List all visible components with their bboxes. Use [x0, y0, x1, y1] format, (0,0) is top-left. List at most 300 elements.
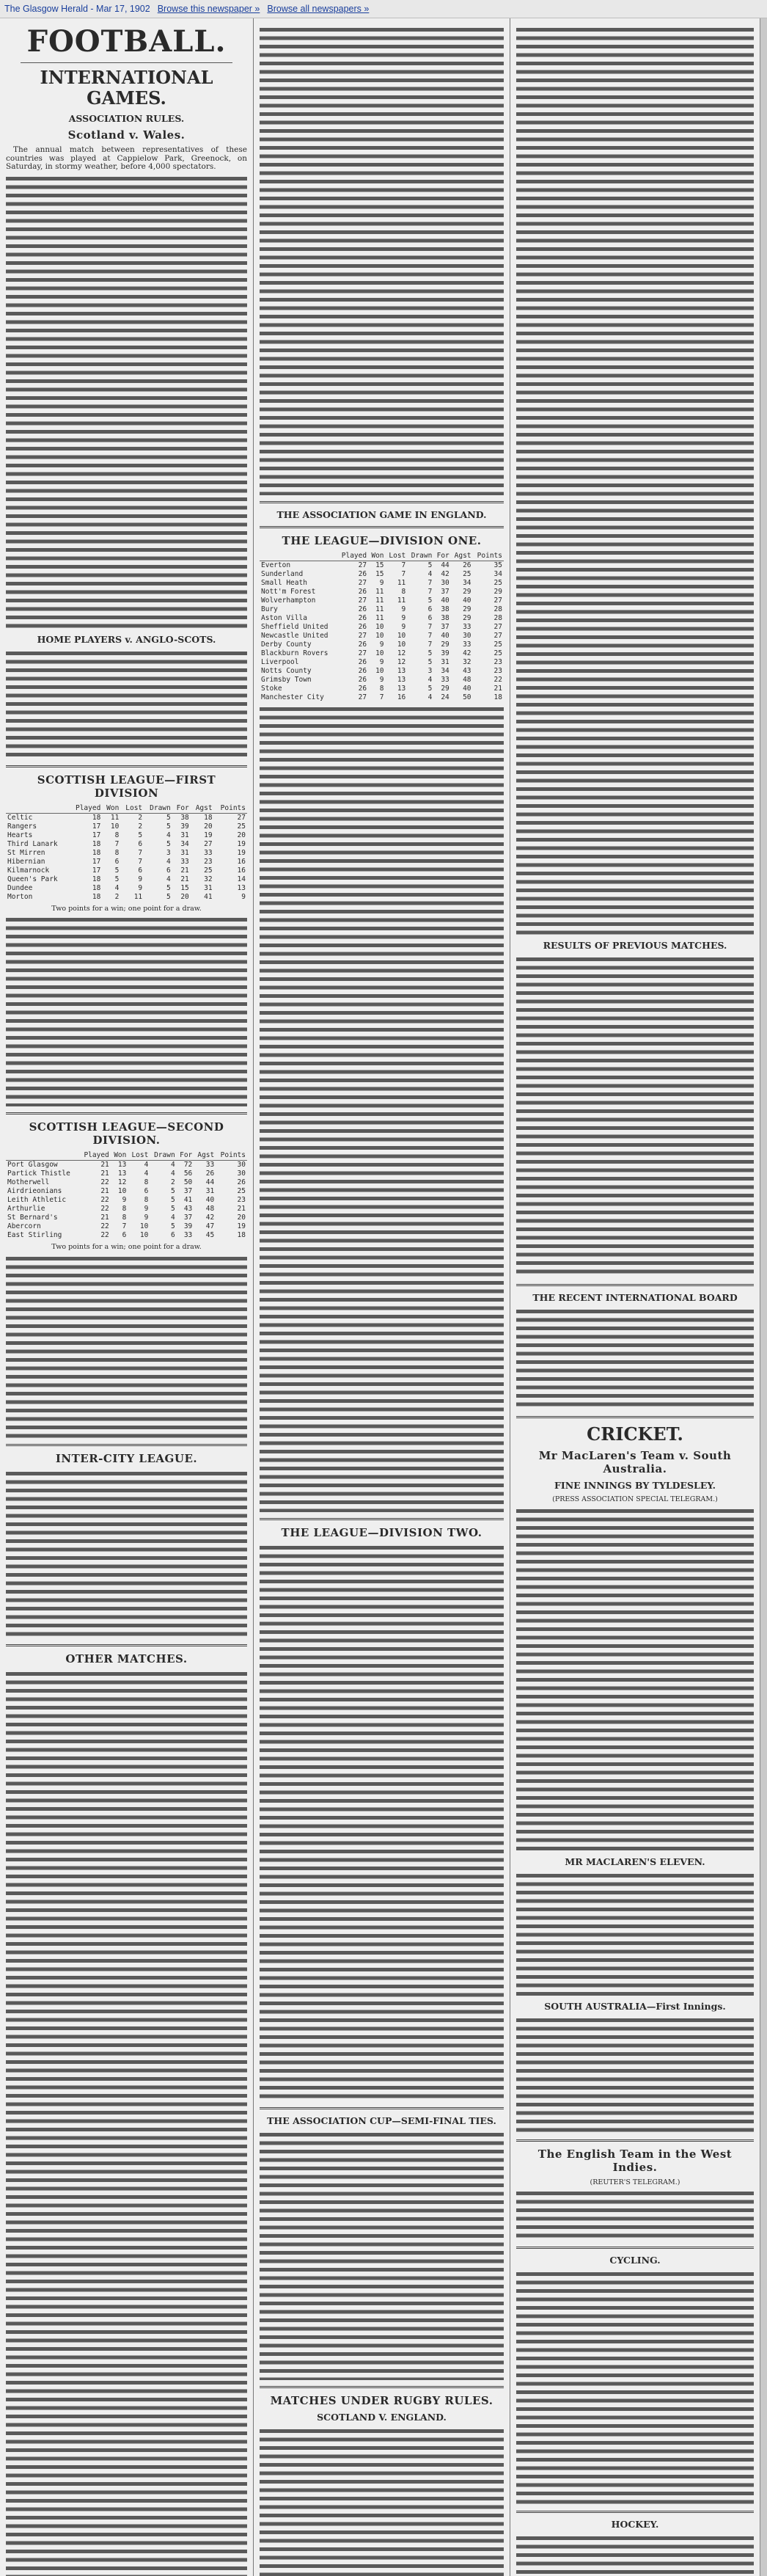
article-text — [516, 1307, 754, 1410]
table-cell: Grimsby Town — [261, 676, 312, 684]
table-row — [260, 579, 504, 588]
table-cell: Airdrieonians — [7, 1187, 62, 1195]
table-cell: Abercorn — [7, 1222, 41, 1230]
table-cell: 37 — [441, 623, 449, 631]
table-cell: 16 — [237, 857, 246, 866]
table-cell: Queen's Park — [7, 875, 58, 883]
table-row — [260, 570, 504, 579]
table-cell: 33 — [205, 1161, 215, 1169]
table-cell: 30 — [441, 579, 449, 587]
table-cell: 2 — [114, 892, 120, 901]
table-cell: 8 — [401, 588, 406, 596]
table-header-cell: Played — [79, 1151, 111, 1161]
table-header-cell: Drawn — [407, 552, 433, 561]
article-text — [6, 1255, 247, 1438]
table-header-cell — [6, 804, 69, 814]
table-cell: 39 — [441, 649, 449, 657]
table-cell: 25 — [463, 570, 471, 578]
article-text — [260, 1544, 504, 2101]
table-cell: 2 — [138, 813, 143, 822]
table-cell: 11 — [397, 579, 406, 587]
table-header-cell: For — [172, 804, 191, 814]
table-cell: 40 — [463, 685, 471, 693]
table-header-cell: Points — [214, 804, 247, 814]
table-cell: 26 — [358, 605, 367, 613]
table-cell: 13 — [397, 676, 406, 684]
table-cell: 6 — [166, 866, 171, 875]
table-cell: 7 — [427, 588, 433, 596]
table-cell: 34 — [180, 839, 189, 848]
table-cell: 31 — [204, 883, 213, 892]
table-row — [260, 641, 504, 649]
table-cell: 37 — [183, 1214, 193, 1222]
table-row — [6, 831, 247, 840]
table-cell: 33 — [441, 676, 449, 684]
table-cell: Stoke — [261, 685, 282, 693]
table-cell: 19 — [237, 839, 246, 848]
table-cell: Manchester City — [261, 693, 324, 701]
table-row — [6, 1214, 247, 1222]
table-header-cell: Lost — [386, 552, 408, 561]
table-cell: 5 — [166, 892, 171, 901]
table-cell: 26 — [358, 658, 367, 666]
headline: INTERNATIONAL GAMES. — [40, 67, 213, 109]
table-row — [6, 1187, 247, 1196]
table-cell: 10 — [375, 649, 384, 657]
table-cell: 11 — [375, 614, 384, 622]
table-cell: 13 — [397, 667, 406, 675]
table-cell: 3 — [166, 848, 171, 857]
table-cell: 6 — [114, 857, 120, 866]
scorecard-heading: MR MACLAREN'S ELEVEN. — [565, 1856, 705, 1867]
table-row — [6, 884, 247, 893]
table-cell: 5 — [114, 866, 120, 875]
table-cell: 10 — [375, 623, 384, 631]
table-header-cell: For — [177, 1151, 194, 1161]
page-edge — [760, 18, 767, 2576]
table-cell: Hearts — [7, 831, 33, 839]
table-row — [6, 822, 247, 831]
table-cell: Leith Athletic — [7, 1196, 67, 1204]
table-row — [6, 1170, 247, 1178]
table-header-cell: Agst — [191, 804, 214, 814]
table-row — [6, 849, 247, 858]
table-cell: 50 — [463, 693, 471, 701]
table-cell: 8 — [114, 848, 120, 857]
table-cell: 10 — [375, 632, 384, 640]
table-cell: 27 — [358, 561, 367, 569]
table-cell: 41 — [183, 1196, 193, 1204]
table-cell: 11 — [133, 892, 143, 901]
table-cell: 4 — [427, 570, 433, 578]
table-row — [6, 840, 247, 849]
table-cell: 29 — [463, 588, 471, 596]
table-cell: 7 — [114, 839, 120, 848]
press-credit: (PRESS ASSOCIATION SPECIAL TELEGRAM.) — [552, 1495, 718, 1503]
table-row — [6, 1231, 247, 1240]
table-cell: 31 — [441, 658, 449, 666]
table-cell: 26 — [358, 641, 367, 649]
scorecard — [516, 1872, 754, 1996]
section-heading: The English Team in the West Indies. — [537, 2147, 733, 2174]
table-cell: East Stirling — [7, 1231, 62, 1239]
table-cell: 42 — [441, 570, 449, 578]
table-cell: 31 — [180, 848, 189, 857]
table-cell: 25 — [493, 649, 502, 657]
table-cell: 35 — [493, 561, 502, 569]
table-cell: Dundee — [7, 883, 33, 892]
table-cell: 7 — [138, 848, 143, 857]
browse-all-link[interactable]: Browse all newspapers » — [267, 4, 370, 14]
section-heading: RESULTS OF PREVIOUS MATCHES. — [543, 940, 727, 951]
table-row — [6, 1205, 247, 1214]
table-cell: 9 — [144, 1214, 149, 1222]
table-row — [260, 614, 504, 623]
table-cell: 5 — [138, 831, 143, 839]
table-cell: 26 — [463, 561, 471, 569]
table-row — [6, 1196, 247, 1205]
table-cell: 43 — [463, 667, 471, 675]
table-cell: 9 — [144, 1205, 149, 1213]
table-cell: 40 — [463, 596, 471, 605]
table-cell: Everton — [261, 561, 291, 569]
table-cell: 9 — [138, 875, 143, 883]
table-cell: 33 — [463, 623, 471, 631]
column-2 — [253, 18, 510, 2576]
table-cell: 21 — [180, 866, 189, 875]
table-cell: 4 — [166, 875, 171, 883]
section-heading: CYCLING. — [609, 2255, 661, 2266]
table-cell: 5 — [166, 883, 171, 892]
table-cell: 8 — [122, 1214, 127, 1222]
table-header-cell: Won — [111, 1151, 128, 1161]
table-row — [6, 1161, 247, 1170]
table-cell: 2 — [138, 822, 143, 831]
table-cell: 22 — [100, 1196, 109, 1204]
table-cell: Small Heath — [261, 579, 307, 587]
table-cell: 5 — [427, 685, 433, 693]
table-cell: Sunderland — [261, 570, 304, 578]
table-cell: 14 — [237, 875, 246, 883]
table-cell: 13 — [397, 685, 406, 693]
table-cell: 9 — [138, 883, 143, 892]
table-cell: 5 — [170, 1205, 175, 1213]
table-cell: 4 — [144, 1170, 149, 1178]
table-cell: 42 — [205, 1214, 215, 1222]
table-cell: 39 — [180, 822, 189, 831]
table-cell: 9 — [122, 1196, 127, 1204]
table-header-cell: Points — [473, 552, 504, 561]
table-cell: 25 — [204, 866, 213, 875]
table-cell: 6 — [170, 1231, 175, 1239]
table-cell: 4 — [166, 831, 171, 839]
table-cell: Partick Thistle — [7, 1170, 70, 1178]
table-cell: 7 — [138, 857, 143, 866]
table-cell: Hibernian — [7, 857, 45, 866]
table-row — [260, 649, 504, 658]
table-cell: 12 — [397, 658, 406, 666]
table-cell: St Mirren — [7, 848, 45, 857]
table-cell: 5 — [170, 1187, 175, 1195]
table-cell: Arthurlie — [7, 1205, 45, 1213]
section-subheading: FINE INNINGS BY TYLDESLEY. — [554, 1480, 716, 1491]
section-heading: MATCHES UNDER RUGBY RULES. — [270, 2394, 493, 2407]
table-cell: 33 — [180, 857, 189, 866]
table-cell: 27 — [358, 649, 367, 657]
table-cell: 29 — [463, 614, 471, 622]
table-header-cell — [260, 552, 337, 561]
article-text — [6, 175, 247, 630]
table-cell: 26 — [358, 588, 367, 596]
table-cell: 5 — [170, 1222, 175, 1230]
table-cell: 41 — [204, 892, 213, 901]
table-cell: Wolverhampton — [261, 596, 316, 605]
table-header-cell — [6, 1151, 79, 1161]
article-text — [516, 1507, 754, 1852]
table-cell: 37 — [441, 588, 449, 596]
table-cell: 37 — [183, 1187, 193, 1195]
table-cell: 4 — [427, 676, 433, 684]
article-text — [6, 649, 247, 759]
table-cell: 18 — [92, 875, 101, 883]
article-intro: The annual match between representatives of these countries was played at Cappielow Park, Greenock, on Saturday, in stormy weather, before 4,000 spectators. — [6, 145, 247, 171]
table-cell: 11 — [375, 588, 384, 596]
table-cell: 23 — [204, 857, 213, 866]
subheadline: ASSOCIATION RULES. — [68, 113, 185, 124]
table-cell: 40 — [441, 596, 449, 605]
section-heading: CRICKET. — [587, 1423, 683, 1445]
table-cell: 7 — [379, 693, 384, 701]
table-cell: 21 — [100, 1161, 109, 1169]
table-cell: 26 — [205, 1170, 215, 1178]
table-cell: 4 — [144, 1161, 149, 1169]
table-cell: 30 — [463, 632, 471, 640]
table-cell: 33 — [204, 848, 213, 857]
table-cell: 12 — [117, 1178, 127, 1186]
browse-newspaper-link[interactable]: Browse this newspaper » — [157, 4, 260, 14]
section-heading: SCOTTISH LEAGUE—FIRST DIVISION — [37, 773, 216, 800]
scorecard — [516, 2016, 754, 2134]
table-row — [6, 875, 247, 884]
table-cell: 13 — [237, 883, 246, 892]
table-cell: 39 — [183, 1222, 193, 1230]
table-cell: 40 — [441, 632, 449, 640]
table-cell: 6 — [427, 605, 433, 613]
section-heading: INTER-CITY LEAGUE. — [55, 1451, 198, 1465]
table-row — [260, 658, 504, 667]
table-header-cell: Lost — [128, 1151, 150, 1161]
table-cell: 7 — [427, 623, 433, 631]
table-cell: 25 — [493, 641, 502, 649]
table-cell: 25 — [237, 1187, 246, 1195]
table-cell: 20 — [237, 1214, 246, 1222]
table-cell: 23 — [493, 667, 502, 675]
table-cell: 17 — [92, 866, 101, 875]
press-credit: (REUTER'S TELEGRAM.) — [590, 2178, 680, 2186]
table-row — [6, 866, 247, 875]
table-cell: 5 — [427, 649, 433, 657]
table-cell: St Bernard's — [7, 1214, 58, 1222]
table-cell: 21 — [493, 685, 502, 693]
table-cell: 47 — [205, 1222, 215, 1230]
table-cell: 26 — [358, 667, 367, 675]
table-cell: 9 — [401, 605, 406, 613]
table-cell: Derby County — [261, 641, 312, 649]
table-cell: 26 — [237, 1178, 246, 1186]
table-cell: 10 — [139, 1231, 149, 1239]
table-cell: 18 — [204, 813, 213, 822]
table-cell: 28 — [493, 605, 502, 613]
table-cell: 11 — [375, 596, 384, 605]
table-cell: 25 — [237, 822, 246, 831]
table-cell: 22 — [100, 1178, 109, 1186]
table-cell: 34 — [493, 570, 502, 578]
table-cell: 7 — [427, 632, 433, 640]
table-cell: 15 — [375, 570, 384, 578]
table-cell: 7 — [401, 570, 406, 578]
table-cell: 30 — [237, 1170, 246, 1178]
table-cell: 8 — [144, 1178, 149, 1186]
table-cell: 18 — [92, 839, 101, 848]
table-cell: 31 — [205, 1187, 215, 1195]
table-cell: Liverpool — [261, 658, 299, 666]
table-cell: 4 — [166, 857, 171, 866]
table-cell: 9 — [401, 623, 406, 631]
table-cell: 4 — [170, 1161, 175, 1169]
points-note: Two points for a win; one point for a draw. — [51, 904, 202, 913]
table-row — [6, 1178, 247, 1187]
table-cell: 7 — [122, 1222, 127, 1230]
table-cell: 19 — [237, 1222, 246, 1230]
section-heading: THE LEAGUE—DIVISION ONE. — [282, 534, 482, 547]
table-cell: Port Glasgow — [7, 1161, 58, 1169]
table-cell: 20 — [237, 831, 246, 839]
table-cell: 22 — [100, 1222, 109, 1230]
table-cell: Morton — [7, 892, 33, 901]
table-cell: 23 — [237, 1196, 246, 1204]
table-cell: 21 — [237, 1205, 246, 1213]
table-cell: 5 — [170, 1196, 175, 1204]
table-cell: 22 — [100, 1205, 109, 1213]
section-subheading: Mr MacLaren's Team v. South Australia. — [538, 1449, 732, 1475]
table-cell: 29 — [441, 685, 449, 693]
table-header-cell: Played — [69, 804, 102, 814]
table-cell: 45 — [205, 1231, 215, 1239]
table-cell: 23 — [493, 658, 502, 666]
table-cell: 50 — [183, 1178, 193, 1186]
table-row — [6, 1222, 247, 1231]
article-text — [260, 2131, 504, 2380]
table-cell: 40 — [205, 1196, 215, 1204]
table-cell: 10 — [117, 1187, 127, 1195]
table-cell: 19 — [204, 831, 213, 839]
table-cell: 29 — [441, 641, 449, 649]
table-cell: 44 — [205, 1178, 215, 1186]
table-cell: 6 — [138, 839, 143, 848]
table-cell: 27 — [358, 579, 367, 587]
table-cell: 9 — [379, 676, 384, 684]
table-row — [6, 858, 247, 866]
table-cell: 8 — [114, 831, 120, 839]
table-header-cell: Agst — [451, 552, 473, 561]
table-cell: 27 — [493, 596, 502, 605]
column-1 — [0, 18, 253, 2576]
table-cell: 9 — [379, 579, 384, 587]
article-text — [6, 1470, 247, 1638]
table-cell: 18 — [92, 848, 101, 857]
table-cell: 13 — [117, 1161, 127, 1169]
table-cell: 17 — [92, 822, 101, 831]
table-cell: 10 — [139, 1222, 149, 1230]
newspaper-title: The Glasgow Herald - Mar 17, 1902 — [4, 4, 150, 14]
table-cell: 20 — [204, 822, 213, 831]
table-cell: 28 — [493, 614, 502, 622]
table-header-cell: Drawn — [144, 804, 172, 814]
table-row — [260, 667, 504, 676]
table-row — [6, 893, 247, 902]
table-cell: 18 — [237, 1231, 246, 1239]
table-row — [6, 813, 247, 822]
table-cell: 29 — [463, 605, 471, 613]
table-row — [260, 605, 504, 614]
article-text — [6, 1670, 247, 2576]
results-list — [516, 955, 754, 1278]
table-cell: 32 — [463, 658, 471, 666]
table-cell: Newcastle United — [261, 632, 329, 640]
table-cell: 48 — [463, 676, 471, 684]
table-row — [260, 588, 504, 596]
table-cell: Motherwell — [7, 1178, 50, 1186]
table-cell: 4 — [170, 1214, 175, 1222]
table-cell: 16 — [397, 693, 406, 701]
table-cell: 17 — [92, 831, 101, 839]
table-cell: 16 — [237, 866, 246, 875]
section-heading: OTHER MATCHES. — [65, 1652, 188, 1665]
table-cell: 9 — [401, 614, 406, 622]
table-cell: 30 — [237, 1161, 246, 1169]
section-heading: SCOTTISH LEAGUE—SECOND DIVISION. — [29, 1120, 224, 1147]
article-text — [260, 705, 504, 1512]
table-cell: Blackburn Rovers — [261, 649, 329, 657]
section-heading: HOCKEY. — [611, 2519, 659, 2530]
column-3 — [510, 18, 760, 2576]
table-cell: Sheffield United — [261, 623, 329, 631]
table-header-cell: For — [433, 552, 450, 561]
table-cell: 27 — [358, 596, 367, 605]
table-cell: 10 — [397, 641, 406, 649]
table-cell: 8 — [122, 1205, 127, 1213]
table-cell: 21 — [100, 1214, 109, 1222]
match-headline: Scotland v. Wales. — [67, 128, 186, 142]
table-cell: Notts County — [261, 667, 312, 675]
table-cell: 38 — [441, 614, 449, 622]
table-cell: 10 — [110, 822, 120, 831]
table-cell: 5 — [427, 658, 433, 666]
table-cell: 7 — [427, 641, 433, 649]
table-cell: 27 — [358, 693, 367, 701]
table-cell: 8 — [144, 1196, 149, 1204]
table-cell: Aston Villa — [261, 614, 307, 622]
league-table-2 — [6, 1151, 247, 1240]
section-subheading: SCOTLAND V. ENGLAND. — [317, 2412, 447, 2423]
table-cell: 32 — [204, 875, 213, 883]
table-cell: 19 — [237, 848, 246, 857]
table-cell: 3 — [427, 667, 433, 675]
scorecard-heading: SOUTH AUSTRALIA—First Innings. — [544, 2000, 726, 2012]
table-cell: 38 — [441, 605, 449, 613]
table-cell: Kilmarnock — [7, 866, 50, 875]
table-cell: 10 — [397, 632, 406, 640]
